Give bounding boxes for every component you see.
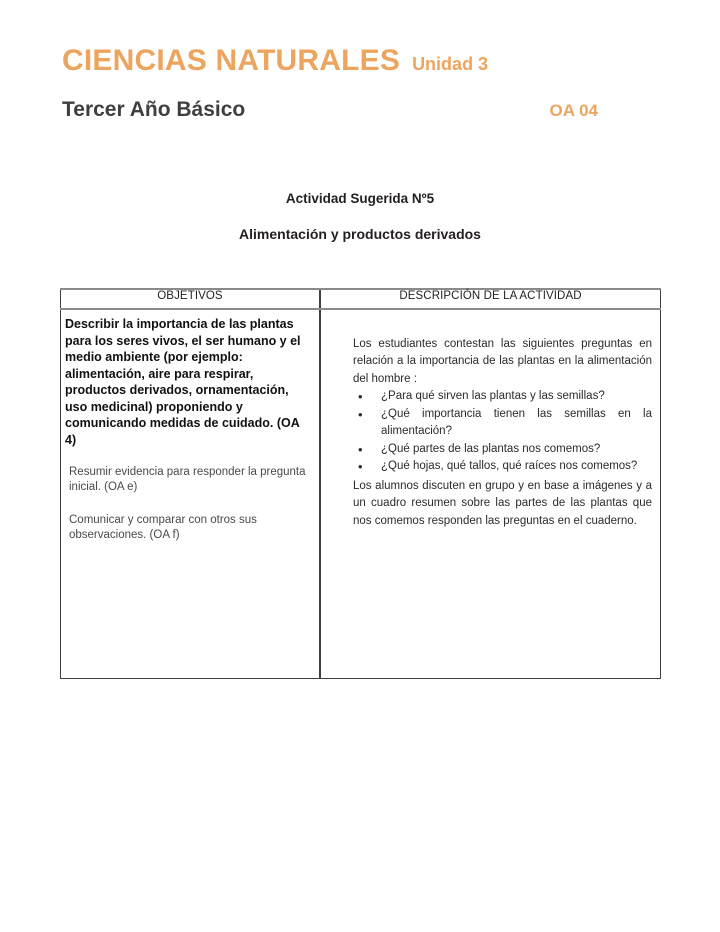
description-intro: Los estudiantes contestan las siguientes preguntas en relación a la importancia de las plantas en la alimentación del hombre : [353,338,652,385]
activity-table [60,288,661,679]
activity-number: Actividad Sugerida Nº5 [285,191,435,206]
column-header-descripcion: DESCRIPCIÓN DE LA ACTIVIDAD [320,289,661,309]
list-item: • ¿Qué importancia tienen las semillas en la alimentación? [353,406,652,441]
objectives-content [61,310,319,544]
table-header-row [61,289,661,309]
column-header-objetivos: OBJETIVOS [61,289,321,309]
level-title: Tercer Año Básico [62,98,246,121]
list-item: • ¿Para qué sirven las plantas y las semillas? [353,388,652,405]
subject-title-line [62,44,662,78]
description-cell [320,309,661,679]
level-line [62,98,598,122]
objective-sub-text-1: Resumir evidencia para responder la pregunta inicial. (OA e) [69,466,306,494]
question-list [353,388,652,475]
objective-main-text: Describir la importancia de las plantas para los seres vivos, el ser humano y el medio ambiente (por ejemplo: alimentación, aire para respirar, productos derivados, ornamentación, uso medicinal) proponiendo y comunicando medidas de cuidado. (OA 4) [65,317,301,447]
document-header [62,44,662,122]
unit-label: Unidad 3 [412,54,489,74]
description-closing: Los alumnos discuten en grupo y en base a imágenes y a un cuadro resumen sobre las partes de las plantas que nos comemos responden las preguntas en el cuaderno. [353,479,652,527]
list-item: • ¿Qué hojas, qué tallos, qué raíces nos comemos? [353,458,652,475]
list-item: • ¿Qué partes de las plantas nos comemos? [353,441,652,458]
objective-sub-text-2: Comunicar y comparar con otros sus observaciones. (OA f) [69,513,257,542]
subject-title: CIENCIAS NATURALES [62,44,401,77]
oa-code: OA 04 [549,101,598,120]
objectives-cell [61,309,321,679]
description-content [321,310,660,530]
activity-name: Alimentación y productos derivados [239,226,481,242]
table-body-row [61,309,661,679]
